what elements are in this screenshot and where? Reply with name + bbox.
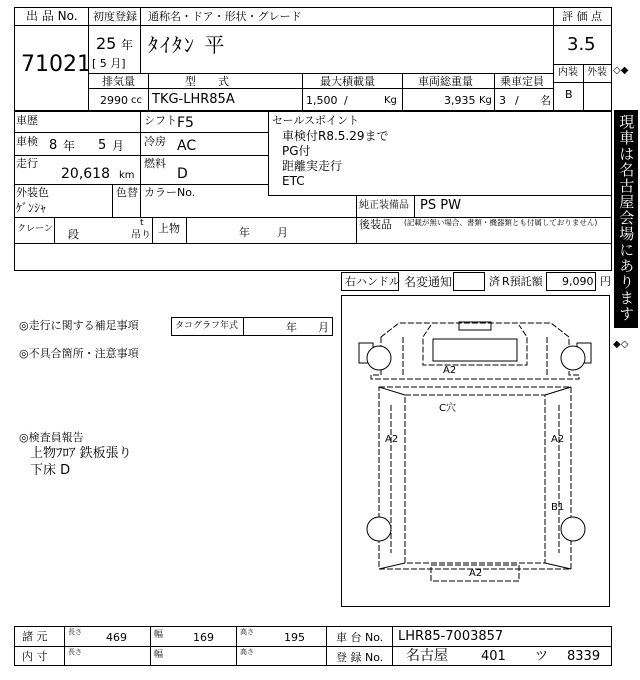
gross-weight-label: 車両総重量 bbox=[418, 75, 473, 88]
crane-hook: 吊り bbox=[131, 230, 151, 241]
mileage-unit: km bbox=[119, 170, 135, 181]
shift-label: シフト bbox=[144, 114, 177, 127]
name-change-box bbox=[453, 272, 485, 291]
inner-length-label: 長さ bbox=[68, 648, 82, 656]
inspection-month-unit: 月 bbox=[112, 139, 125, 153]
diagram-mark-front: A2 bbox=[443, 365, 457, 376]
length-label: 長さ bbox=[68, 628, 82, 636]
fuel-label: 燃料 bbox=[144, 157, 166, 170]
tacho-label: タコグラフ年式 bbox=[175, 321, 239, 331]
plate-class: 401 bbox=[481, 649, 506, 664]
side-banner-text: 現車は名古屋会場にあります bbox=[617, 114, 636, 322]
interior-value: B bbox=[565, 88, 573, 101]
sales-point-line: 車検付R8.5.29まで bbox=[282, 129, 389, 143]
chassis-no: LHR85-7003857 bbox=[398, 629, 504, 644]
name-label: 通称名・ドア・形状・グレード bbox=[148, 10, 302, 23]
model-code-label: 型 式 bbox=[185, 75, 229, 88]
inspection-label: 車検 bbox=[16, 135, 38, 148]
model-name: ﾀｲﾀﾝ 平 bbox=[148, 33, 227, 57]
inspector-label: ◎検査員報告 bbox=[19, 431, 84, 444]
upper-year: 年 bbox=[239, 226, 250, 239]
inner-height-label: 高さ bbox=[240, 648, 254, 656]
sales-point-line: PG付 bbox=[282, 144, 311, 158]
grade-value: 3.5 bbox=[567, 34, 596, 55]
ac-label: 冷房 bbox=[144, 135, 166, 148]
interior-label: 内装 bbox=[558, 67, 578, 78]
recycle-label: R預託額 bbox=[502, 275, 543, 288]
diagram-mark-left: A2 bbox=[385, 434, 399, 445]
dims-label: 諸 元 bbox=[22, 630, 48, 643]
lot-no: 71021 bbox=[21, 52, 91, 77]
first-reg-year-unit: 年 bbox=[121, 38, 134, 52]
displacement-label: 排気量 bbox=[102, 75, 135, 88]
width-label: 幅 bbox=[154, 630, 164, 640]
ext-color-label: 外装色 bbox=[16, 186, 49, 199]
history-label: 車歴 bbox=[16, 114, 38, 127]
diagram-mark-right: A2 bbox=[551, 434, 565, 445]
ac: AC bbox=[177, 138, 197, 154]
plate-label: 登 録 No. bbox=[336, 651, 384, 664]
sales-points-label: セールスポイント bbox=[272, 114, 360, 127]
color-no-label: カラーNo. bbox=[144, 186, 196, 199]
upper-label: 上物 bbox=[158, 222, 180, 235]
mileage-label: 走行 bbox=[16, 157, 38, 170]
inspector-line: 下床 D bbox=[30, 463, 71, 478]
rhd: 右ハンドル bbox=[345, 275, 400, 288]
inspection-month: 5 bbox=[98, 138, 107, 153]
aftermarket-note: (記載が無い場合、書類・機器類とも付属しておりません) bbox=[404, 218, 598, 227]
banner-top-symbols: ◇◆ bbox=[613, 65, 629, 76]
crane-label: クレーン bbox=[17, 224, 53, 234]
first-reg-label: 初度登録 bbox=[93, 10, 137, 23]
plate-region: 名古屋 bbox=[406, 648, 448, 664]
fuel: D bbox=[177, 166, 188, 182]
diagram-mark-rear: A2 bbox=[469, 568, 483, 579]
max-load: 1,500 bbox=[306, 94, 338, 107]
recycle-unit: 円 bbox=[600, 275, 611, 288]
name-change-label: 名変通知 bbox=[404, 275, 453, 289]
tacho-year: 年 bbox=[286, 321, 297, 334]
inner-label: 内 寸 bbox=[22, 650, 48, 663]
height: 195 bbox=[284, 631, 305, 644]
mileage: 20,618 bbox=[61, 166, 110, 182]
max-load-label: 最大積載量 bbox=[320, 75, 375, 88]
displacement-unit: cc bbox=[131, 95, 142, 106]
upper-month: 月 bbox=[277, 226, 288, 239]
ext-color: ｹﾞﾝｼｬ bbox=[16, 201, 47, 215]
sales-point-line: ETC bbox=[282, 174, 305, 188]
first-reg-year: 25 bbox=[96, 34, 117, 53]
genuine-label: 純正装備品 bbox=[359, 200, 409, 211]
shift: F5 bbox=[177, 115, 194, 131]
crane-t: t bbox=[140, 218, 144, 228]
length: 469 bbox=[106, 631, 127, 644]
max-load-sep: / bbox=[344, 94, 348, 107]
diagram-mark-rear-right: B1 bbox=[551, 502, 565, 513]
recycle-status: 済 bbox=[489, 275, 500, 288]
driving-label: ◎走行に関する補足事項 bbox=[19, 319, 139, 332]
gross-weight: 3,935 bbox=[444, 94, 476, 107]
chassis-label: 車 台 No. bbox=[336, 631, 384, 644]
color-code-label: 色替 bbox=[116, 186, 138, 199]
crane-steps: 段 bbox=[68, 228, 79, 241]
capacity-unit: 名 bbox=[540, 94, 551, 107]
gross-weight-unit: Kg bbox=[479, 95, 492, 106]
inspection-year-unit: 年 bbox=[63, 139, 76, 153]
exterior-label: 外装 bbox=[587, 67, 607, 78]
grade-label: 評 価 点 bbox=[562, 10, 602, 23]
inner-width-label: 幅 bbox=[154, 650, 164, 660]
width: 169 bbox=[193, 631, 214, 644]
capacity-sep: / bbox=[515, 94, 519, 107]
tacho-month: 月 bbox=[318, 321, 329, 334]
recycle-value: 9,090 bbox=[562, 275, 594, 288]
height-label: 高さ bbox=[240, 628, 254, 636]
defects-label: ◎不具合箇所・注意事項 bbox=[19, 347, 139, 360]
max-load-kg: Kg bbox=[384, 95, 397, 106]
sales-point-line: 距離実走行 bbox=[282, 159, 343, 173]
lot-no-label: 出 品 No. bbox=[26, 9, 78, 23]
plate-number: 8339 bbox=[567, 649, 601, 664]
capacity-label: 乗車定員 bbox=[500, 75, 544, 88]
genuine-value: PS PW bbox=[420, 198, 461, 213]
inspector-line: 上物ﾌﾛｱ 鉄板張り bbox=[30, 446, 132, 461]
displacement: 2990 bbox=[100, 94, 128, 107]
plate-kana: ツ bbox=[535, 649, 549, 664]
model-code: TKG-LHR85A bbox=[152, 92, 235, 107]
banner-bottom-symbols: ◆◇ bbox=[613, 339, 629, 350]
inspection-year: 8 bbox=[49, 138, 58, 153]
aftermarket-label: 後装品 bbox=[359, 218, 392, 231]
diagram-mark-center: C穴 bbox=[439, 403, 456, 414]
capacity: 3 bbox=[499, 94, 506, 107]
vehicle-diagram bbox=[341, 295, 610, 607]
first-reg-month: [ 5 月] bbox=[92, 57, 126, 70]
